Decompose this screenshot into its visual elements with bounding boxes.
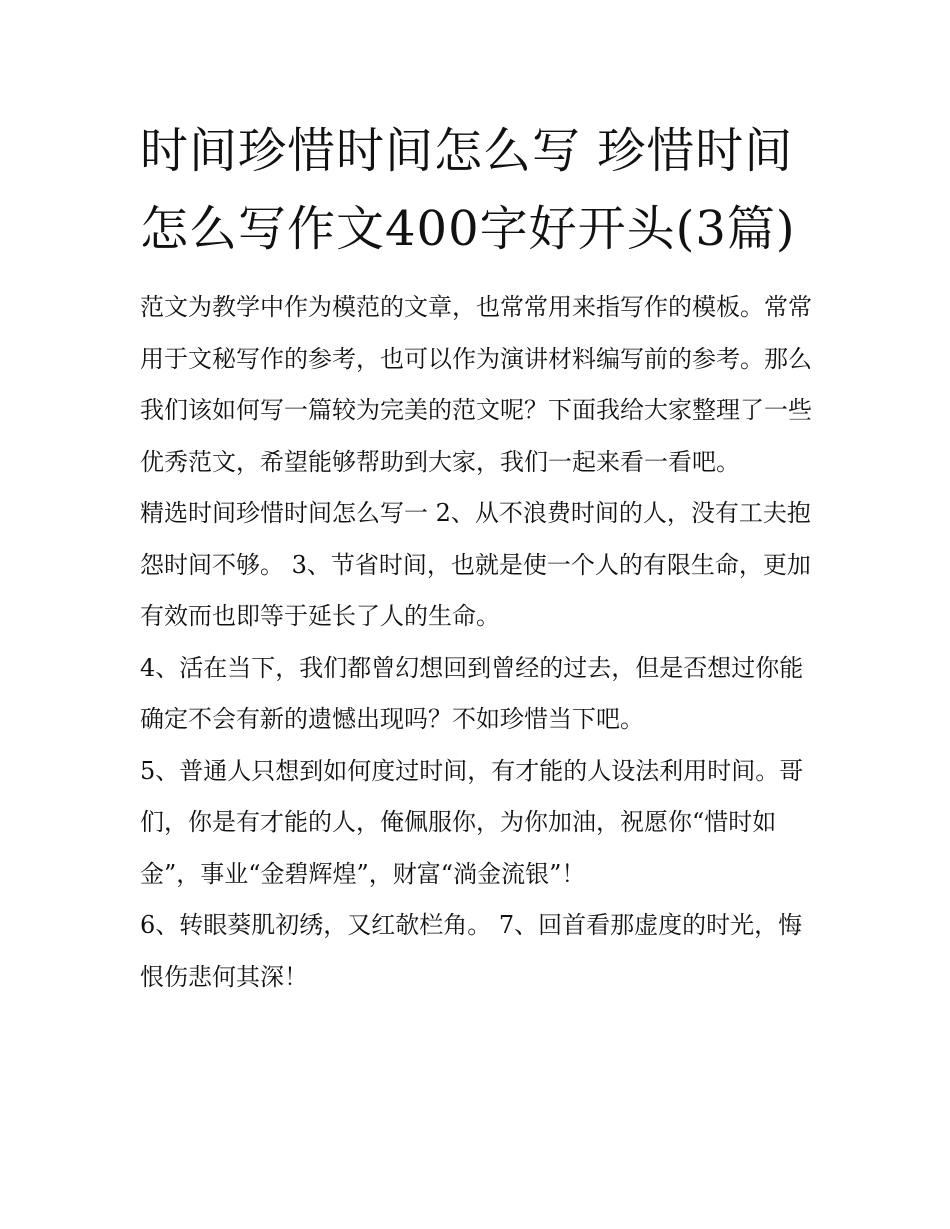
document-title: 时间珍惜时间怎么写 珍惜时间怎么写作文400字好开头(3篇) bbox=[140, 123, 796, 257]
intro-paragraph: 范文为教学中作为模范的文章，也常常用来指写作的模板。常常用于文秘写作的参考，也可以作为演讲材料编写前的参考。那么我们该如何写一篇较为完美的范文呢？下面我给大家整理了一些优秀范文，希望能够帮助到大家，我们一起来看一看吧。 bbox=[140, 293, 812, 476]
body-paragraph: 4、活在当下，我们都曾幻想回到曾经的过去，但是否想过你能确定不会有新的遗憾出现吗？不如珍惜当下吧。 bbox=[140, 653, 804, 733]
document-page bbox=[140, 112, 820, 1003]
body-paragraph: 5、普通人只想到如何度过时间，有才能的人设法利用时间。哥们，你是有才能的人，俺佩服你，为你加油，祝愿你“惜时如金”，事业“金碧辉煌”，财富“淌金流银”！ bbox=[140, 756, 804, 888]
body-paragraph: 6、转眼葵肌初绣，又红欹栏角。 7、回首看那虚度的时光，悔恨伤悲何其深！ bbox=[140, 911, 803, 991]
body-paragraph: 精选时间珍惜时间怎么写一 2、从不浪费时间的人，没有工夫抱怨时间不够。 3、节省时间，也就是使一个人的有限生命，更加有效而也即等于延长了人的生命。 bbox=[140, 499, 811, 630]
